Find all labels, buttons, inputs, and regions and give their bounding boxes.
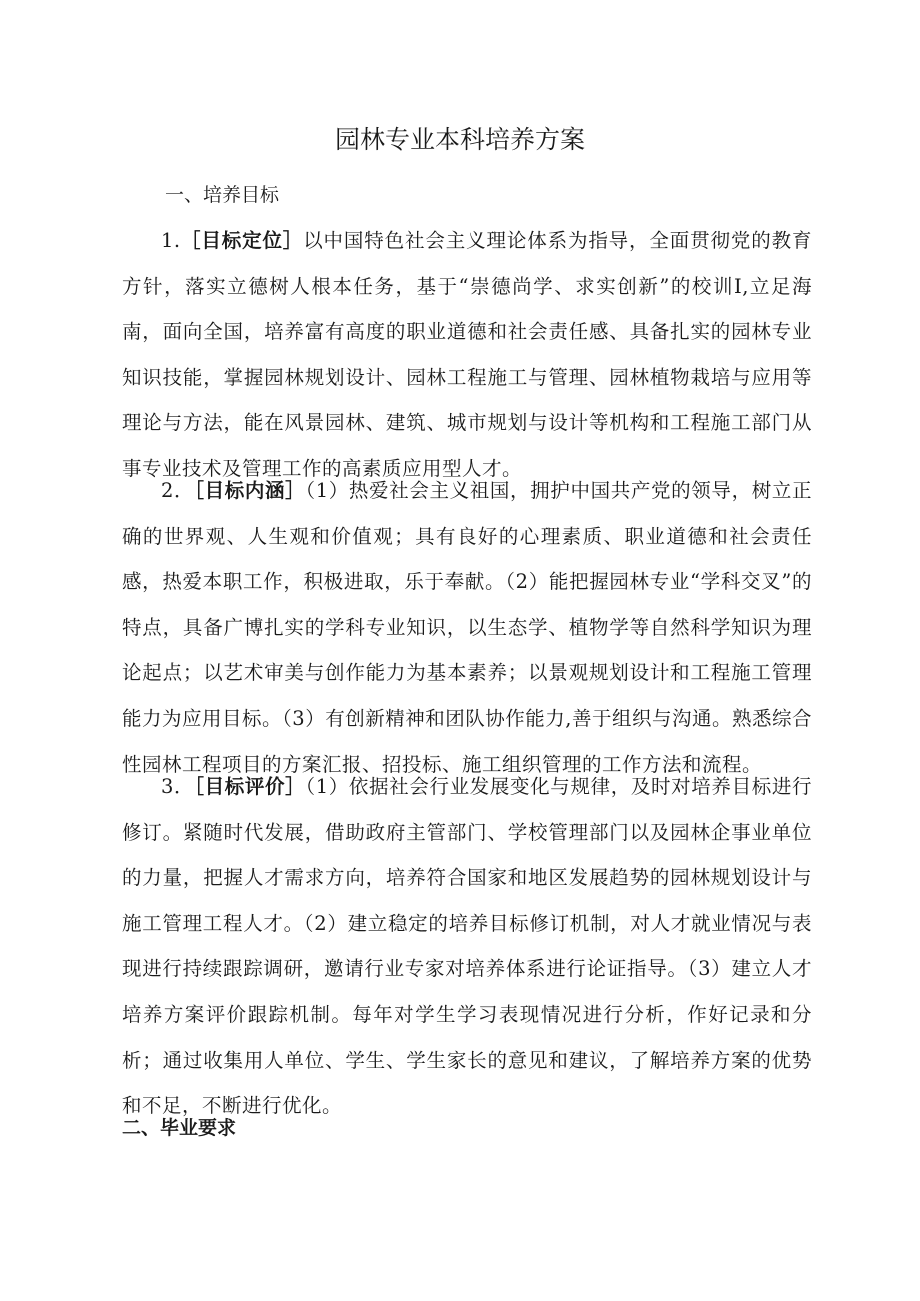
paragraph-goal-evaluation [122,764,812,1129]
paragraph-goal-connotation [122,468,812,787]
document-title: 园林专业本科培养方案 [334,125,585,154]
item-number: 1. [161,229,181,252]
item-text: （1）依据社会行业发展变化与规律，及时对培养目标进行修订。紧随时代发展，借助政府主管部门、学校管理部门以及园林企事业单位的力量，把握人才需求方向，培养符合国家和地区发展趋势的园林规划设计与施工管理工程人才。（2）建立稳定的培养目标修订机制，对人才就业情况与表现进行持续跟踪调研，邀请行业专家对培养体系进行论证指导。（3）建立人才培养方案评价跟踪机制。每年对学生学习表现情况进行分析，作好记录和分析；通过收集用人单位、学生、学生家长的意见和建议，了解培养方案的优势和不足，不断进行优化。 [122,775,812,1118]
paragraph-goal-positioning [122,218,812,492]
item-number: 3． [161,775,195,798]
item-tag: ［目标定位］ [180,229,304,252]
item-tag: ［目标评价］ [194,775,306,798]
item-text: （1）热爱社会主义祖国，拥护中国共产党的领导，树立正确的世界观、人生观和价值观；具有良好的心理素质、职业道德和社会责任感，热爱本职工作，积极进取，乐于奉献。（2）能把握园林专业“学科交叉”的特点，具备广博扎实的学科专业知识，以生态学、植物学等自然科学知识为理论起点；以艺术审美与创作能力为基本素养；以景观规划设计和工程施工管理能力为应用目标。（3）有创新精神和团队协作能力,善于组织与沟通。熟悉综合性园林工程项目的方案汇报、招投标、施工组织管理的工作方法和流程。 [122,479,812,776]
section-heading-graduation-requirements: 二、毕业要求 [122,1117,237,1139]
item-tag: ［目标内涵］ [194,479,306,502]
section-heading-training-goals: 一、培养目标 [165,184,280,206]
item-number: 2． [161,479,195,502]
item-text: 以中国特色社会主义理论体系为指导，全面贯彻党的教育方针，落实立德树人根本任务，基于“崇德尚学、求实创新”的校训I,立足海南，面向全国，培养富有高度的职业道德和社会责任感、具备扎实的园林专业知识技能，掌握园林规划设计、园林工程施工与管理、园林植物栽培与应用等理论与方法，能在风景园林、建筑、城市规划与设计等机构和工程施工部门从事专业技术及管理工作的高素质应用型人才。 [122,229,812,480]
